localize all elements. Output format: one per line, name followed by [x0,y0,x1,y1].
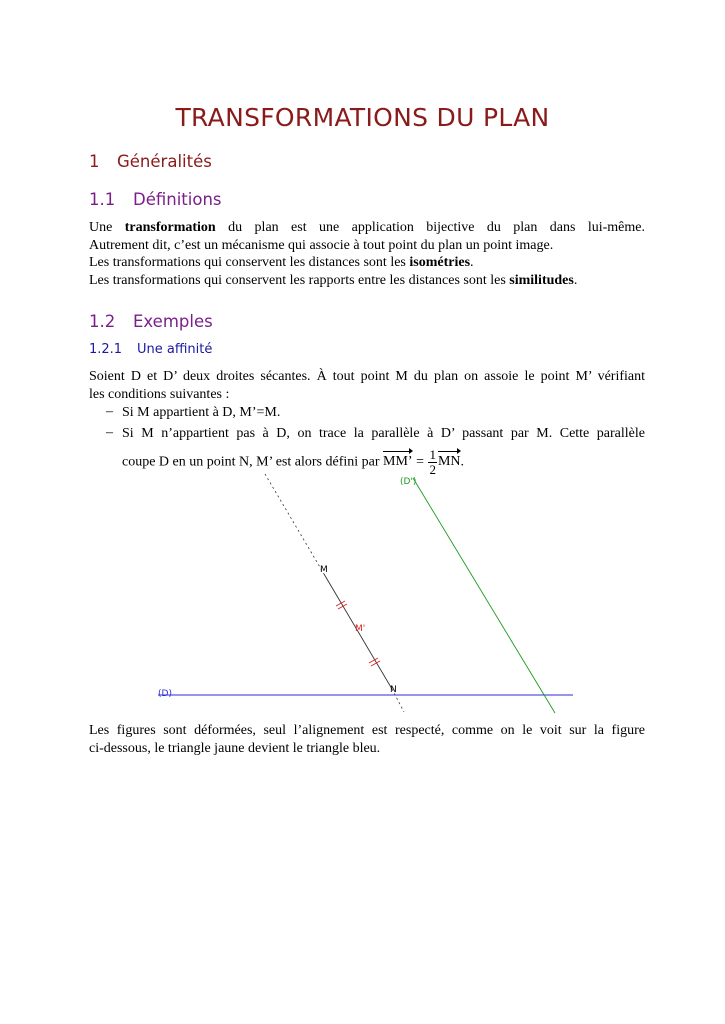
closing-line-2: ci-dessous, le triangle jaune devient le triangle bleu. [89,740,381,756]
text-span: du plan est une application bijective du plan dans lui-même. [215,220,645,235]
term-transformation: transformation [124,220,216,235]
bullet-item-2-line-1: Si M n’appartient pas à D, on trace la parallèle à D’ passant par M. Cette parallèle [122,426,645,441]
text-span: . [460,454,465,470]
text-span: coupe D en un point N, M’ est alors défini par [122,454,384,470]
fraction-numerator: 1 [429,446,436,462]
definitions-line-2: Autrement dit, c’est un mécanisme qui associe à tout point du plan un point image. [89,237,554,253]
text-span: . [573,272,578,288]
section-title: Généralités [117,152,212,171]
bullet-item-1: Si M appartient à D, M’=M. [122,405,281,420]
section-number: 1 [89,152,100,171]
equal-length-tick-upper [336,601,347,609]
text-span: . [470,255,474,270]
fraction-denominator: 2 [429,461,436,477]
bullet-marker: – [106,425,113,440]
closing-line-1: Les figures sont déformées, seul l’alignement est respecté, comme on le voit sur la figure [89,723,645,738]
affinite-intro-line-1: Soient D et D’ deux droites sécantes. À tout point M du plan on assoie le point M’ vérifiant [89,369,645,384]
subsubsection-number: 1.2.1 [89,342,123,357]
subsubsection-title: Une affinité [137,342,213,357]
subsection-number: 1.2 [89,312,116,331]
subsection-number: 1.1 [89,190,116,209]
term-isometries: isométries [409,255,471,270]
text-span: Les transformations qui conservent les distances sont les [89,255,410,270]
subsection-title: Définitions [133,190,222,209]
text-span: Une [89,220,125,235]
subsection-title: Exemples [133,312,213,331]
equals-sign: = [412,454,428,470]
document-title: TRANSFORMATIONS DU PLAN [175,103,550,132]
bullet-marker: – [106,404,113,419]
line-d-prime [413,478,555,713]
label-n: N [390,685,397,695]
affinite-intro-line-2: les conditions suivantes : [89,386,230,402]
label-m-prime: M' [355,624,366,634]
label-d: (D) [158,689,172,699]
vector-mn: MN [437,454,461,470]
term-similitudes: similitudes [509,272,574,288]
label-d-prime: (D') [400,477,417,487]
closing-paragraph [89,722,645,757]
dotted-line-upper [265,474,324,574]
vector-mm-prime: MM’ [383,454,413,470]
label-m: M [320,565,328,575]
text-span: Les transformations qui conservent les rapports entre les distances sont les [89,272,510,288]
